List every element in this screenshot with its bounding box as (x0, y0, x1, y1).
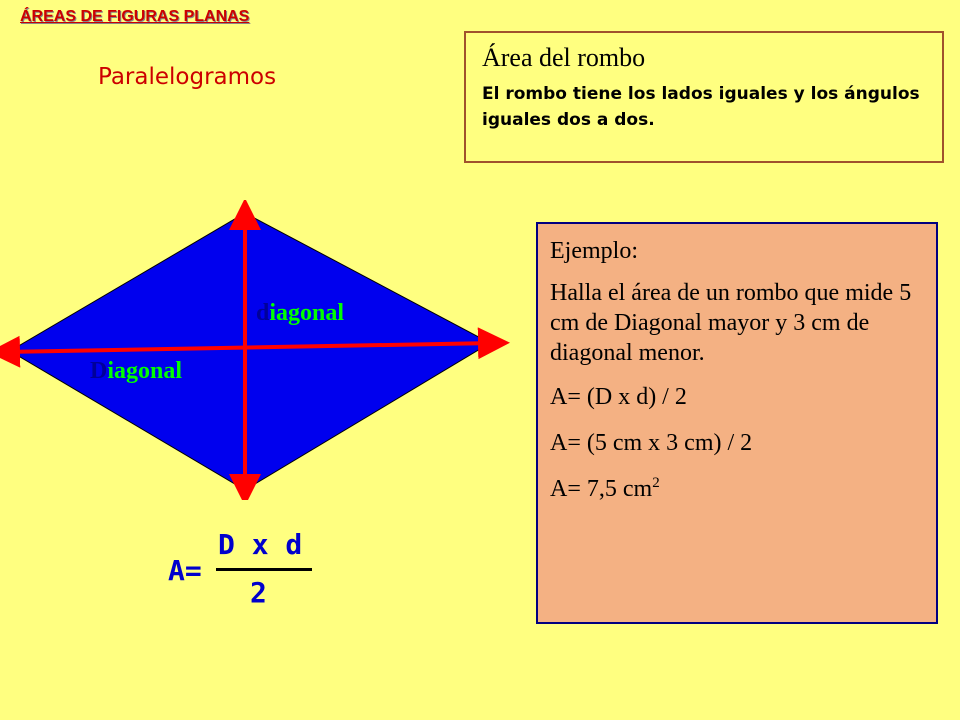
example-formula: A= (D x d) / 2 (550, 384, 687, 410)
example-result (550, 474, 924, 504)
rombo-definition-box (464, 31, 944, 163)
area-formula-graphic (166, 528, 316, 618)
big-diagonal-label: Diagonal (90, 358, 183, 384)
fraction-bar (216, 568, 312, 571)
formula-numerator: D x d (218, 528, 303, 561)
rhombus-diagram (0, 200, 510, 500)
example-box (536, 222, 938, 624)
section-subtitle: Paralelogramos (98, 64, 277, 90)
small-diagonal-label: diagonal (256, 300, 345, 326)
example-heading: Ejemplo: (550, 238, 638, 264)
example-problem: Halla el área de un rombo que mide 5 cm de Diagonal mayor y 3 cm de diagonal menor. (550, 280, 912, 366)
page-header: ÁREAS DE FIGURAS PLANAS (20, 8, 250, 25)
formula-lhs: A= (168, 554, 202, 587)
formula-denominator: 2 (250, 576, 267, 609)
example-substitution: A= (5 cm x 3 cm) / 2 (550, 430, 753, 456)
example-result-text: A= 7,5 cm (550, 476, 653, 502)
rombo-description: El rombo tiene los lados iguales y los ángulos iguales dos a dos. (482, 84, 920, 130)
example-result-exponent: 2 (652, 475, 660, 491)
rombo-title: Área del rombo (482, 43, 646, 72)
